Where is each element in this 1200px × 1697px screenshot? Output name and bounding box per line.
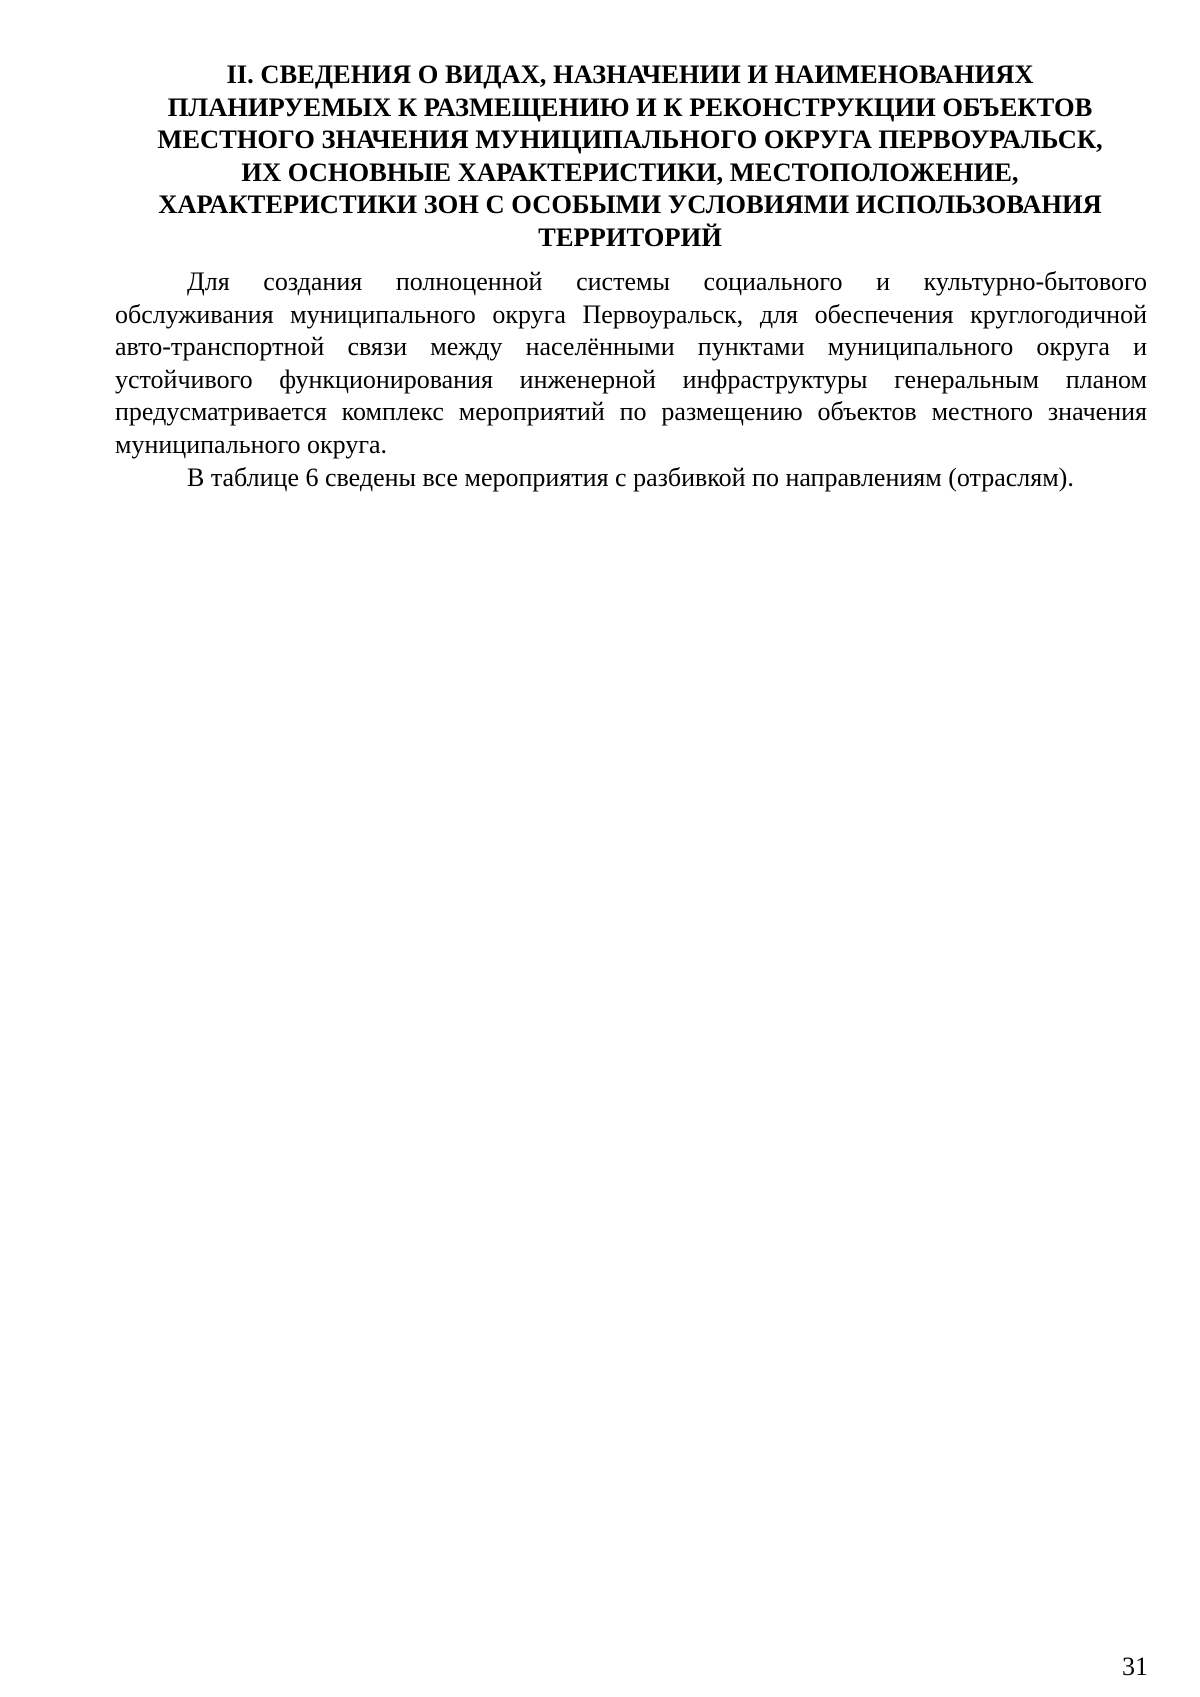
section-heading-line: II. СВЕДЕНИЯ О ВИДАХ, НАЗНАЧЕНИИ И НАИМЕНОВАНИЯХ bbox=[226, 59, 1034, 89]
body-text bbox=[115, 266, 1147, 494]
section-heading-line: МЕСТНОГО ЗНАЧЕНИЯ МУНИЦИПАЛЬНОГО ОКРУГА ПЕРВОУРАЛЬСК, bbox=[157, 124, 1103, 155]
section-heading-line: ХАРАКТЕРИСТИКИ ЗОН С ОСОБЫМИ УСЛОВИЯМИ ИСПОЛЬЗОВАНИЯ bbox=[158, 189, 1102, 220]
section-heading-line: ПЛАНИРУЕМЫХ К РАЗМЕЩЕНИЮ И К РЕКОНСТРУКЦИИ ОБЪЕКТОВ bbox=[167, 91, 1093, 122]
page-number: 31 bbox=[1122, 1652, 1148, 1681]
section-heading bbox=[110, 58, 1150, 254]
section-heading-line: ТЕРРИТОРИЙ bbox=[538, 221, 722, 252]
paragraph-table-reference: В таблице 6 сведены все мероприятия с разбивкой по направлениям (отраслям). bbox=[187, 462, 1074, 492]
paragraph-intro: Для создания полноценной системы социального и культурно-бытового обслуживания муниципального округа Первоуральск, для обеспечения круглогодичной авто-транспортной связи между населёнными пунктами муниципального округа и устойчивого функционирования инженерной инфраструктуры генеральным планом предусматривается комплекс мероприятий по размещению объектов местного значения муниципального округа. bbox=[115, 267, 1147, 459]
section-heading-line: ИХ ОСНОВНЫЕ ХАРАКТЕРИСТИКИ, МЕСТОПОЛОЖЕНИЕ, bbox=[241, 156, 1019, 187]
